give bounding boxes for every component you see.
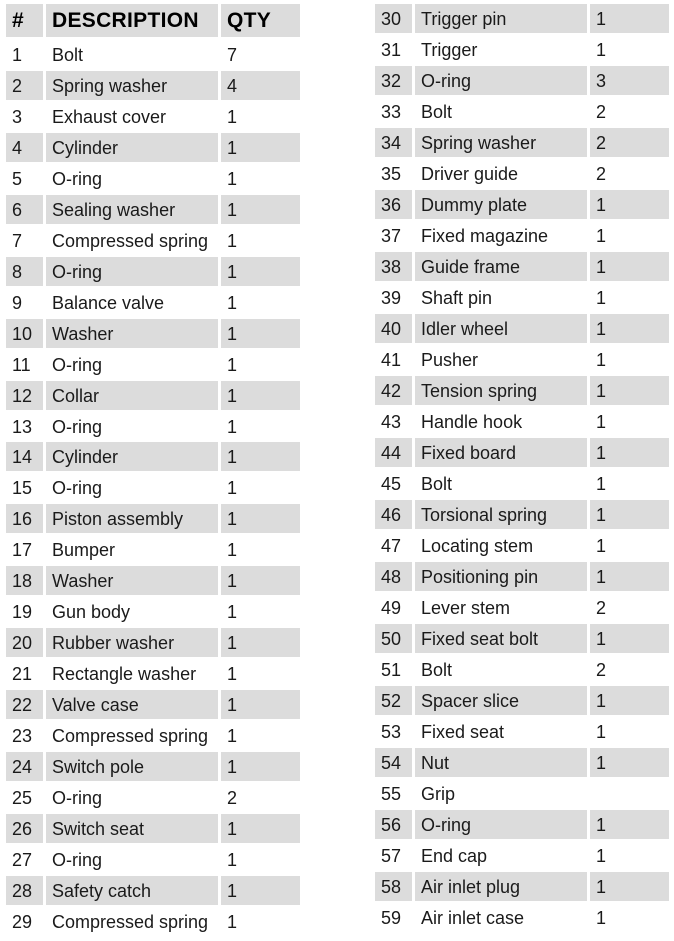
part-qty: 1	[227, 540, 238, 561]
part-description: Bolt	[421, 474, 453, 494]
part-description: O-ring	[52, 354, 103, 375]
part-qty: 1	[596, 908, 607, 928]
part-qty: 1	[596, 722, 607, 742]
header-qty: QTY	[221, 4, 300, 37]
part-description: Fixed magazine	[421, 226, 549, 246]
part-description: Cylinder	[46, 442, 218, 471]
part-description: Tension spring	[415, 376, 587, 405]
part-description: Washer	[46, 566, 218, 595]
part-number: 46	[375, 500, 412, 529]
part-qty: 1	[596, 350, 607, 370]
part-qty: 1	[596, 226, 607, 246]
part-qty: 1	[221, 133, 300, 162]
part-number: 27	[12, 849, 33, 870]
part-description: Air inlet case	[421, 908, 525, 928]
part-description: Rectangle washer	[52, 664, 197, 685]
part-qty: 1	[227, 726, 238, 747]
part-qty: 1	[590, 190, 669, 219]
part-description: Shaft pin	[421, 288, 493, 308]
part-qty: 1	[590, 686, 669, 715]
part-description: Collar	[46, 381, 218, 410]
part-number: 41	[381, 350, 402, 370]
part-number: 52	[375, 686, 412, 715]
part-qty: 1	[590, 872, 669, 901]
part-number: 58	[375, 872, 412, 901]
part-number: 55	[381, 784, 402, 804]
part-number: 42	[375, 376, 412, 405]
part-number: 59	[381, 908, 402, 928]
part-description: Positioning pin	[415, 562, 587, 591]
part-description: Valve case	[46, 690, 218, 719]
part-number: 24	[6, 752, 43, 781]
part-number: 26	[6, 814, 43, 843]
part-description: O-ring	[46, 257, 218, 286]
part-number: 25	[12, 788, 33, 809]
header-number: #	[6, 4, 43, 37]
part-number: 9	[12, 292, 23, 313]
part-qty: 7	[227, 45, 238, 65]
part-description: Pusher	[421, 350, 479, 370]
part-description: O-ring	[52, 416, 103, 437]
part-qty: 1	[221, 442, 300, 471]
part-description: Fixed board	[415, 438, 587, 467]
part-qty: 1	[221, 381, 300, 410]
part-qty: 2	[596, 164, 607, 184]
part-qty: 1	[221, 195, 300, 224]
part-qty: 1	[590, 810, 669, 839]
part-qty: 2	[227, 788, 238, 809]
part-description: Bolt	[421, 660, 453, 680]
part-qty: 1	[221, 504, 300, 533]
part-number: 53	[381, 722, 402, 742]
part-description: Sealing washer	[46, 195, 218, 224]
part-number: 1	[12, 45, 23, 65]
part-number: 54	[375, 748, 412, 777]
part-qty: 1	[221, 628, 300, 657]
part-qty: 1	[596, 412, 607, 432]
part-number: 32	[375, 66, 412, 95]
part-description: Switch pole	[46, 752, 218, 781]
part-number: 29	[12, 911, 33, 932]
part-qty: 1	[590, 500, 669, 529]
part-number: 7	[12, 230, 23, 251]
part-qty: 1	[596, 846, 607, 866]
part-number: 15	[12, 478, 33, 499]
part-number: 35	[381, 164, 402, 184]
part-description: O-ring	[52, 168, 103, 189]
part-qty: 1	[590, 624, 669, 653]
part-qty: 3	[590, 66, 669, 95]
part-description: Locating stem	[421, 536, 534, 556]
part-qty: 2	[596, 598, 607, 618]
part-description: Guide frame	[415, 252, 587, 281]
part-qty: 1	[227, 478, 238, 499]
part-number: 17	[12, 540, 33, 561]
part-description: Nut	[415, 748, 587, 777]
part-number: 22	[6, 690, 43, 719]
part-qty: 1	[221, 752, 300, 781]
part-qty: 1	[227, 292, 238, 313]
part-description: O-ring	[52, 788, 103, 809]
part-description: O-ring	[415, 66, 587, 95]
part-number: 20	[6, 628, 43, 657]
part-qty: 1	[221, 876, 300, 905]
part-qty: 1	[221, 257, 300, 286]
part-description: Trigger pin	[415, 4, 587, 33]
part-number: 44	[375, 438, 412, 467]
part-number: 31	[381, 40, 402, 60]
part-number: 38	[375, 252, 412, 281]
part-qty: 1	[227, 849, 238, 870]
part-description: Idler wheel	[415, 314, 587, 343]
part-number: 56	[375, 810, 412, 839]
part-qty: 1	[227, 354, 238, 375]
part-qty: 1	[590, 748, 669, 777]
part-number: 36	[375, 190, 412, 219]
part-number: 14	[6, 442, 43, 471]
part-description: O-ring	[52, 478, 103, 499]
part-description: Fixed seat bolt	[415, 624, 587, 653]
part-description: O-ring	[415, 810, 587, 839]
part-description: Grip	[421, 784, 456, 804]
part-number: 6	[6, 195, 43, 224]
part-description: Torsional spring	[415, 500, 587, 529]
part-description: Compressed spring	[52, 230, 209, 251]
part-description: Safety catch	[46, 876, 218, 905]
part-description: Exhaust cover	[52, 106, 167, 127]
part-number: 51	[381, 660, 402, 680]
part-description: Spacer slice	[415, 686, 587, 715]
part-description: Rubber washer	[46, 628, 218, 657]
part-qty: 1	[227, 230, 238, 251]
part-description: Driver guide	[421, 164, 519, 184]
part-qty: 1	[596, 474, 607, 494]
part-qty: 1	[227, 416, 238, 437]
part-qty: 1	[227, 602, 238, 623]
part-qty: 1	[227, 911, 238, 932]
part-description: Handle hook	[421, 412, 523, 432]
part-qty: 1	[590, 314, 669, 343]
part-description: Fixed seat	[421, 722, 505, 742]
part-number: 28	[6, 876, 43, 905]
part-qty: 2	[596, 102, 607, 122]
part-number: 3	[12, 106, 23, 127]
part-qty: 1	[227, 106, 238, 127]
part-number: 43	[381, 412, 402, 432]
part-number: 33	[381, 102, 402, 122]
part-number: 30	[375, 4, 412, 33]
part-qty: 1	[221, 566, 300, 595]
part-qty: 1	[596, 288, 607, 308]
part-description: Switch seat	[46, 814, 218, 843]
part-number: 50	[375, 624, 412, 653]
part-description: Lever stem	[421, 598, 511, 618]
part-description: Spring washer	[415, 128, 587, 157]
part-number: 21	[12, 664, 33, 685]
part-number: 13	[12, 416, 33, 437]
part-number: 45	[381, 474, 402, 494]
part-number: 23	[12, 726, 33, 747]
part-number: 8	[6, 257, 43, 286]
part-qty: 1	[590, 4, 669, 33]
part-number: 39	[381, 288, 402, 308]
part-number: 12	[6, 381, 43, 410]
part-qty: 1	[596, 536, 607, 556]
part-description: Bolt	[421, 102, 453, 122]
part-qty: 1	[221, 690, 300, 719]
part-qty: 1	[590, 438, 669, 467]
part-qty: 1	[221, 814, 300, 843]
part-qty: 2	[596, 660, 607, 680]
part-qty: 1	[227, 168, 238, 189]
part-qty: 1	[227, 664, 238, 685]
part-description: Bolt	[52, 45, 84, 65]
part-qty: 4	[221, 71, 300, 100]
part-description: Bumper	[52, 540, 116, 561]
part-number: 49	[381, 598, 402, 618]
part-description: Cylinder	[46, 133, 218, 162]
part-number: 2	[6, 71, 43, 100]
part-number: 11	[12, 354, 31, 375]
part-description: Dummy plate	[415, 190, 587, 219]
part-description: Compressed spring	[52, 911, 209, 932]
part-qty: 1	[590, 376, 669, 405]
part-description: O-ring	[52, 849, 103, 870]
part-number: 40	[375, 314, 412, 343]
part-description: Piston assembly	[46, 504, 218, 533]
part-description: Spring washer	[46, 71, 218, 100]
part-number: 4	[6, 133, 43, 162]
part-description: Washer	[46, 319, 218, 348]
part-description: Gun body	[52, 602, 131, 623]
part-number: 10	[6, 319, 43, 348]
part-description: Air inlet plug	[415, 872, 587, 901]
part-number: 37	[381, 226, 402, 246]
part-number: 57	[381, 846, 402, 866]
part-number: 18	[6, 566, 43, 595]
part-number: 19	[12, 602, 33, 623]
part-description: Trigger	[421, 40, 478, 60]
part-qty: 1	[590, 562, 669, 591]
part-number: 16	[6, 504, 43, 533]
part-qty	[590, 779, 669, 808]
part-number: 48	[375, 562, 412, 591]
part-number: 47	[381, 536, 402, 556]
part-qty: 1	[590, 252, 669, 281]
part-description: End cap	[421, 846, 488, 866]
part-description: Balance valve	[52, 292, 165, 313]
part-number: 5	[12, 168, 23, 189]
part-description: Compressed spring	[52, 726, 209, 747]
part-number: 34	[375, 128, 412, 157]
part-qty: 1	[596, 40, 607, 60]
header-description: DESCRIPTION	[46, 4, 218, 37]
part-qty: 2	[590, 128, 669, 157]
part-qty: 1	[221, 319, 300, 348]
